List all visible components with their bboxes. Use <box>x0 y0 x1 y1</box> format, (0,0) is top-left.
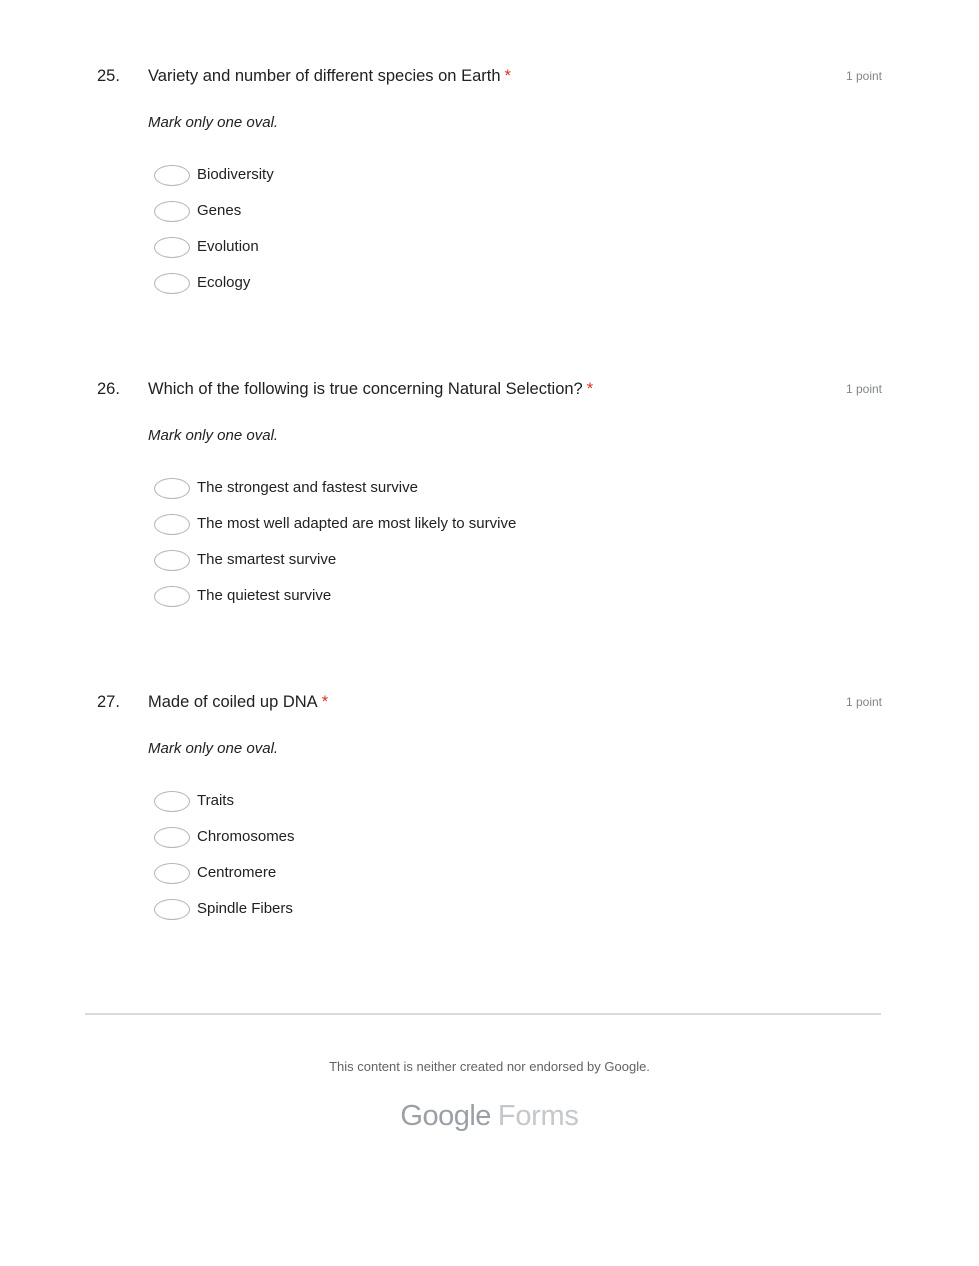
option-row[interactable] <box>154 578 882 614</box>
radio-oval-icon[interactable] <box>154 273 190 294</box>
question-number: 26. <box>97 380 120 398</box>
question-number: 25. <box>97 67 120 85</box>
question-number: 27. <box>97 693 120 711</box>
option-row[interactable] <box>154 506 882 542</box>
points-badge: 1 point <box>845 69 882 83</box>
google-logo-text: Google <box>400 1100 491 1132</box>
radio-oval-icon[interactable] <box>154 478 190 499</box>
question-title <box>148 692 846 712</box>
option-row[interactable] <box>154 542 882 578</box>
radio-oval-icon[interactable] <box>154 514 190 535</box>
option-label: The most well adapted are most likely to survive <box>197 515 517 532</box>
option-label: The strongest and fastest survive <box>197 479 418 496</box>
question-header <box>97 66 882 86</box>
radio-oval-icon[interactable] <box>154 165 190 186</box>
forms-logo-text: Forms <box>497 1100 579 1132</box>
question-title-text: Which of the following is true concerning Natural Selection? <box>148 380 583 398</box>
option-row[interactable] <box>154 783 882 819</box>
required-asterisk: * <box>504 67 511 85</box>
option-row[interactable] <box>154 470 882 506</box>
question-header <box>97 379 882 399</box>
question-title-text: Made of coiled up DNA <box>148 693 318 711</box>
option-label: Biodiversity <box>197 166 274 183</box>
option-label: Chromosomes <box>197 828 295 845</box>
radio-oval-icon[interactable] <box>154 827 190 848</box>
option-row[interactable] <box>154 157 882 193</box>
option-label: Spindle Fibers <box>197 900 293 917</box>
option-row[interactable] <box>154 229 882 265</box>
required-asterisk: * <box>321 693 329 711</box>
option-label: Traits <box>197 792 234 809</box>
question-title-text: Variety and number of different species on Earth <box>148 67 501 85</box>
option-label: The smartest survive <box>197 551 337 568</box>
question-27 <box>0 692 979 927</box>
option-label: Centromere <box>197 864 277 881</box>
options-list <box>154 783 882 927</box>
question-title <box>148 379 846 399</box>
option-row[interactable] <box>154 265 882 301</box>
radio-oval-icon[interactable] <box>154 863 190 884</box>
required-asterisk: * <box>586 380 594 398</box>
question-instruction: Mark only one oval. <box>148 427 279 444</box>
google-forms-logo <box>0 1099 979 1133</box>
question-title <box>148 66 846 86</box>
google-disclaimer-text: This content is neither created nor endorsed by Google. <box>329 1059 650 1074</box>
radio-oval-icon[interactable] <box>154 550 190 571</box>
radio-oval-icon[interactable] <box>154 586 190 607</box>
radio-oval-icon[interactable] <box>154 237 190 258</box>
question-header <box>97 692 882 712</box>
option-row[interactable] <box>154 193 882 229</box>
question-25 <box>0 66 979 301</box>
option-label: Ecology <box>197 274 251 291</box>
options-list <box>154 470 882 614</box>
question-instruction: Mark only one oval. <box>148 114 279 131</box>
option-row[interactable] <box>154 891 882 927</box>
option-row[interactable] <box>154 855 882 891</box>
question-26 <box>0 379 979 614</box>
question-instruction: Mark only one oval. <box>148 740 279 757</box>
footer-divider <box>85 1013 881 1015</box>
points-badge: 1 point <box>845 382 882 396</box>
options-list <box>154 157 882 301</box>
option-label: Genes <box>197 202 242 219</box>
option-label: Evolution <box>197 238 259 255</box>
radio-oval-icon[interactable] <box>154 899 190 920</box>
radio-oval-icon[interactable] <box>154 201 190 222</box>
option-row[interactable] <box>154 819 882 855</box>
option-label: The quietest survive <box>197 587 332 604</box>
points-badge: 1 point <box>845 695 882 709</box>
radio-oval-icon[interactable] <box>154 791 190 812</box>
